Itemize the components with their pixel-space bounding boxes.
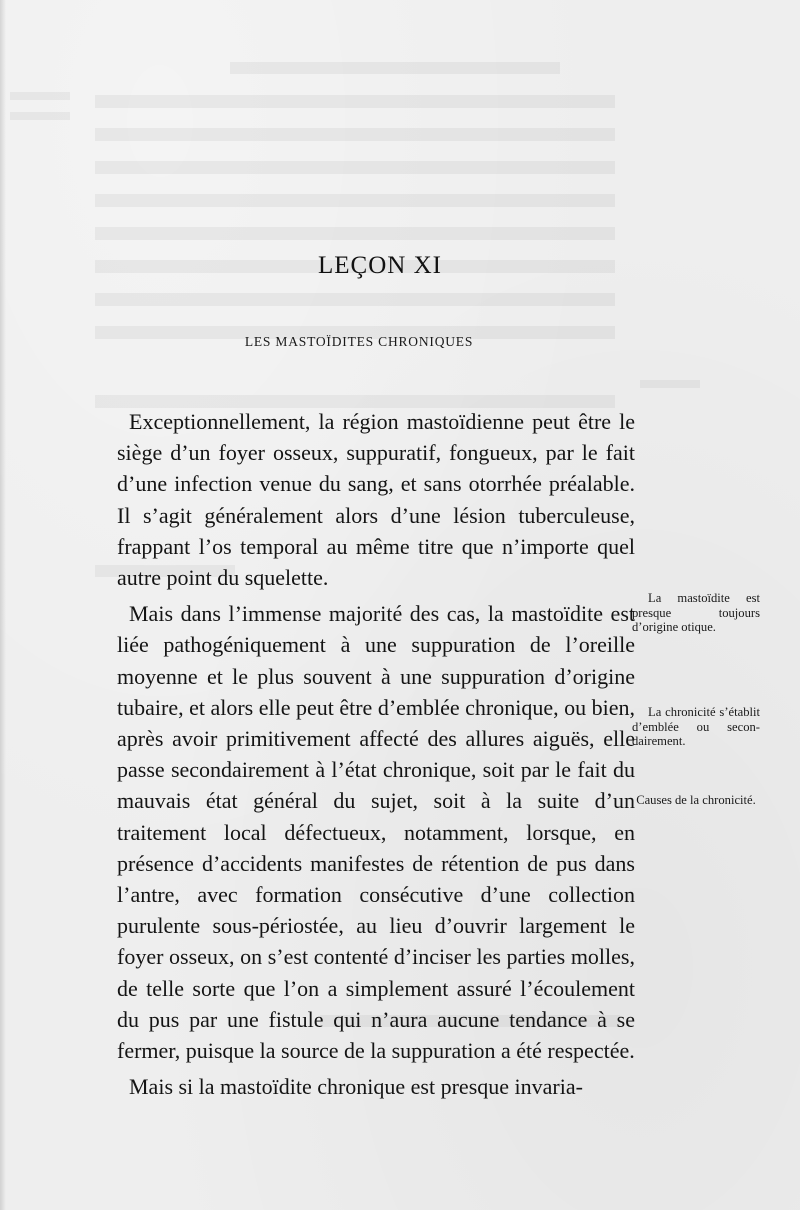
page-edge-shadow: [0, 0, 6, 1210]
paragraph: Mais si la mastoïdite chronique est presque invaria-: [129, 1074, 583, 1100]
paragraph: Mais dans l’immense majorité des cas, la mastoïdite est liée pathogéniquement à une suppuration de l’oreille moyenne et le plus souvent à une suppuration d’origine tubaire, et alors elle peut être d’emblée chronique, ou bien, après avoir primitivement affecté des allures aiguës, elle passe secondairement à l’état chronique, soit par le fait du mauvais état général du sujet, soit à la suite d’un traitement local défectueux, notamment, lorsque, en présence d’accidents manifestes de rétention de pus dans l’antre, avec formation consécutive d’une collection purulente sous-périostée, au lieu d’ouvrir largement le foyer osseux, on s’est contenté d’inciser les parties molles, de telle sorte que l’on a simplement assuré l’écoulement du pus par une fistule qui n’aura aucune tendance à se fermer, puisque la source de la suppuration a été respectée.: [117, 601, 636, 1064]
paragraph: Exceptionnellement, la région mastoïdienne peut être le siège d’un foyer osseux, suppuratif, fongueux, par le fait d’une infection venue du sang, et sans otorrhée préalable. Il s’agit généralement alors d’une lésion tuberculeuse, frappant l’os temporal au même titre que n’importe quel autre point du squelette.: [117, 409, 635, 591]
lesson-subtitle: LES MASTOÏDITES CHRONIQUES: [244, 334, 474, 349]
margin-note-otique: La mastoïdite est presque toujours d’origine otique.: [632, 591, 760, 634]
margin-note-causes: Causes de la chronicité.: [636, 793, 756, 807]
main-text: [117, 406, 635, 1102]
lesson-title: LEÇON XI: [318, 252, 442, 279]
margin-note-chronicite: La chronicité s’établit d’emblée ou secondairement.: [632, 705, 760, 748]
